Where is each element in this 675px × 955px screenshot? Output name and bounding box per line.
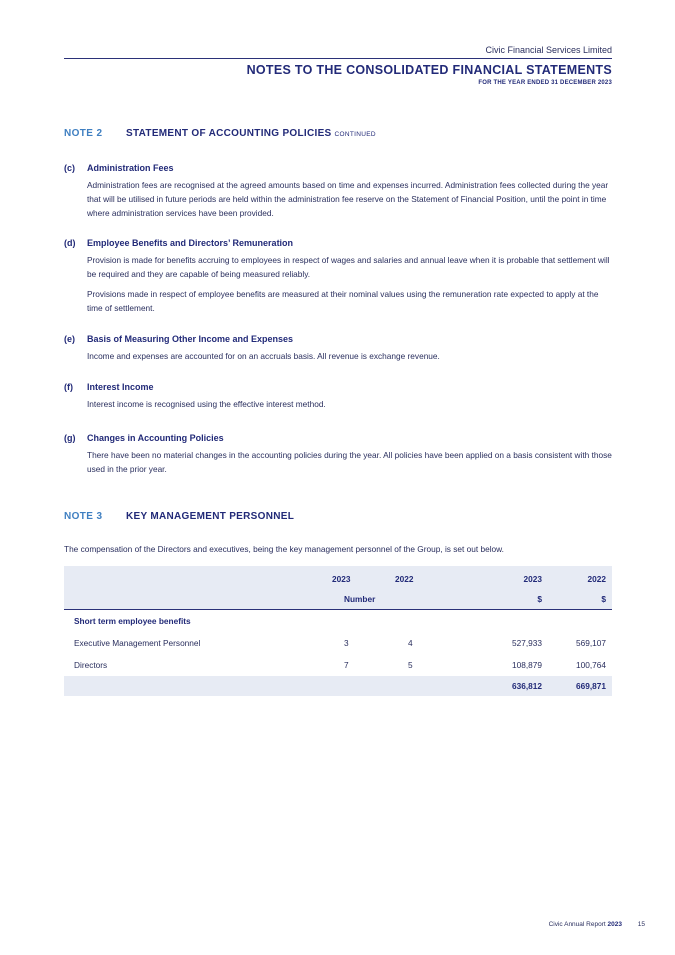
- page-number: 15: [637, 921, 645, 928]
- note-title: KEY MANAGEMENT PERSONNEL: [126, 511, 295, 522]
- cell-number-2022: 4: [408, 638, 413, 648]
- section-f: [64, 382, 612, 411]
- document-title: NOTES TO THE CONSOLIDATED FINANCIAL STATEMENTS: [246, 63, 612, 77]
- col-header-dollar-unit-2023: $: [537, 594, 542, 604]
- section-title: Changes in Accounting Policies: [87, 433, 224, 443]
- total-dollar-2023: 636,812: [512, 681, 542, 691]
- section-paragraph: Interest income is recognised using the effective interest method.: [87, 399, 326, 409]
- section-letter: (d): [64, 238, 76, 248]
- cell-number-2022: 5: [408, 660, 413, 670]
- col-header-number-2023: 2023: [332, 574, 351, 584]
- cell-number-2023: 7: [344, 660, 349, 670]
- note-number: NOTE 2: [64, 128, 103, 139]
- cell-dollar-2022: 100,764: [576, 660, 606, 670]
- document-subtitle: FOR THE YEAR ENDED 31 DECEMBER 2023: [478, 80, 612, 86]
- footer-report-name: Civic Annual Report: [548, 921, 606, 928]
- col-header-dollar-unit-2022: $: [601, 594, 606, 604]
- section-title: Administration Fees: [87, 163, 174, 173]
- company-name: Civic Financial Services Limited: [485, 45, 612, 55]
- key-personnel-table: [64, 566, 612, 696]
- section-paragraph: Provisions made in respect of employee benefits are measured at their nominal values using the remuneration rate expected to apply at the time of settlement.: [87, 289, 599, 313]
- table-total-row: [64, 676, 612, 696]
- note-2-heading: [64, 128, 376, 139]
- section-letter: (g): [64, 433, 76, 443]
- note-number: NOTE 3: [64, 511, 103, 522]
- section-e: [64, 334, 612, 363]
- note-3-heading: [64, 511, 294, 522]
- col-header-dollar-2023: 2023: [523, 574, 542, 584]
- col-header-dollar-2022: 2022: [587, 574, 606, 584]
- cell-dollar-2023: 108,879: [512, 660, 542, 670]
- section-title: Basis of Measuring Other Income and Expenses: [87, 334, 294, 344]
- section-letter: (f): [64, 382, 73, 392]
- cell-number-2023: 3: [344, 638, 349, 648]
- footer-year: 2023: [607, 921, 622, 928]
- section-letter: (e): [64, 334, 75, 344]
- section-title: Employee Benefits and Directors’ Remuneration: [87, 238, 294, 248]
- row-label: Directors: [74, 660, 108, 670]
- section-paragraph: Provision is made for benefits accruing to employees in respect of wages and salaries and annual leave when it is probable that settlement will be required and they are capable of being measured reliably.: [87, 255, 610, 279]
- continued-label: CONTINUED: [334, 131, 376, 138]
- table-header: [64, 566, 612, 610]
- section-d: [64, 238, 612, 315]
- header-rule: [64, 58, 612, 59]
- section-paragraph: Administration fees are recognised at the agreed amounts based on time and expenses incurred. Administration fees collected during the year that will be utilised in future periods are held within the administration fee reserve on the Statement of Financial Position, until the point in time where administration services have been provided.: [87, 180, 609, 218]
- table-row: [64, 632, 612, 654]
- table-row: [64, 654, 612, 676]
- section-c: [64, 163, 612, 220]
- note-title: STATEMENT OF ACCOUNTING POLICIES: [126, 128, 332, 139]
- cell-dollar-2023: 527,933: [512, 638, 542, 648]
- row-label: Executive Management Personnel: [74, 638, 201, 648]
- section-letter: (c): [64, 163, 75, 173]
- cell-dollar-2022: 569,107: [576, 638, 606, 648]
- section-label: Short term employee benefits: [74, 616, 191, 626]
- col-header-number-2022: 2022: [395, 574, 414, 584]
- section-g: [64, 433, 612, 476]
- table-section-row: [64, 610, 612, 632]
- section-paragraph: There have been no material changes in the accounting policies during the year. All policies have been applied on a basis consistent with those used in the prior year.: [87, 450, 612, 474]
- col-header-number-label: Number: [344, 594, 376, 604]
- section-paragraph: Income and expenses are accounted for on an accruals basis. All revenue is exchange revenue.: [87, 351, 440, 361]
- page-footer: [549, 921, 645, 928]
- note-3-intro: The compensation of the Directors and executives, being the key management personnel of the Group, is set out below.: [64, 544, 504, 554]
- total-dollar-2022: 669,871: [576, 681, 606, 691]
- section-title: Interest Income: [87, 382, 154, 392]
